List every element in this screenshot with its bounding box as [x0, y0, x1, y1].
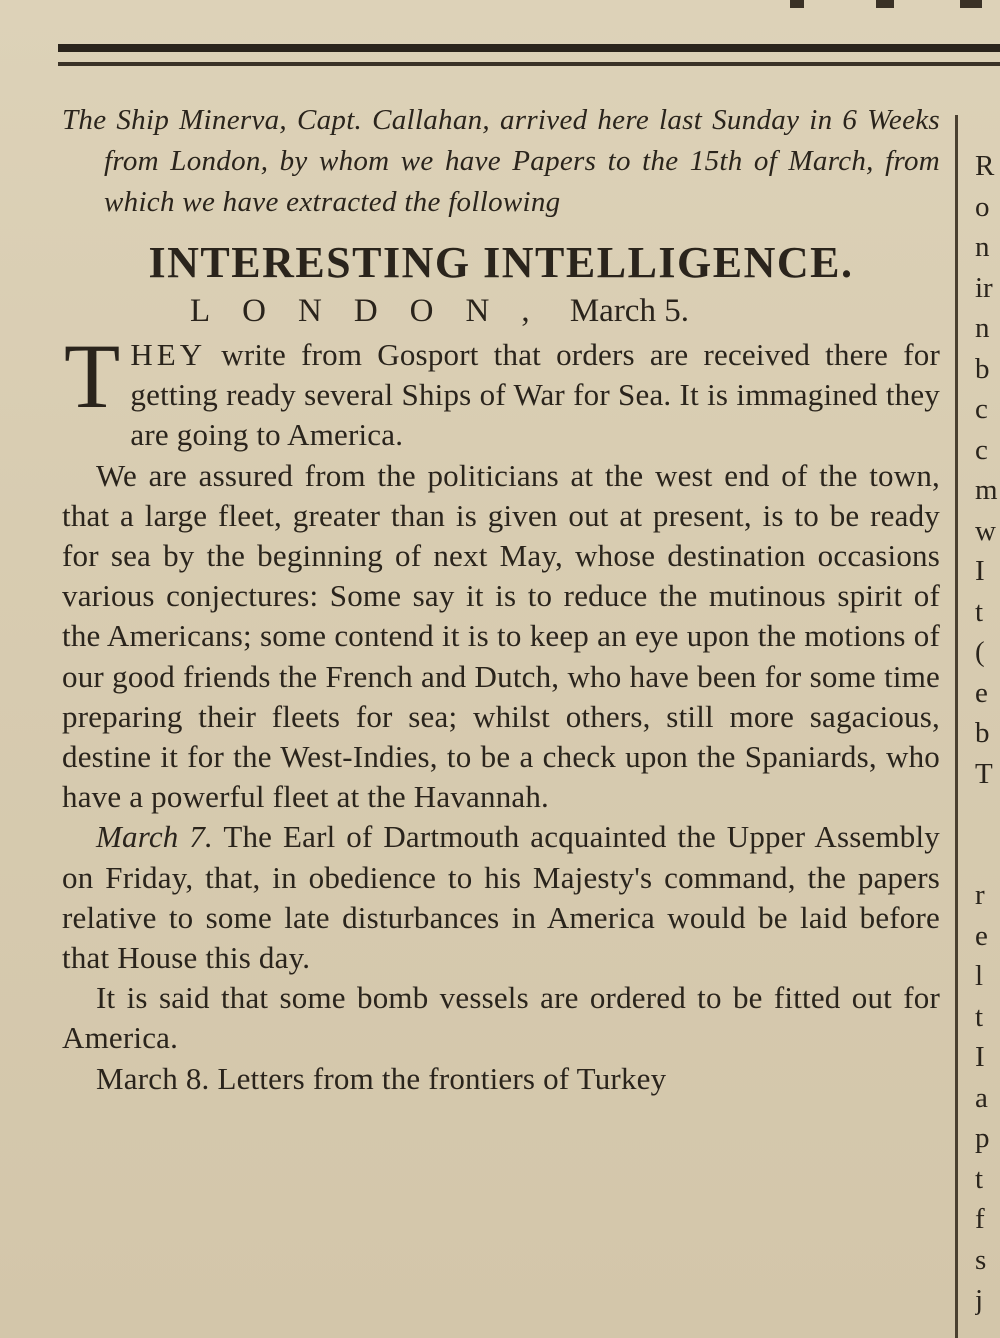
dateline-city: LONDON, — [190, 293, 562, 329]
column-fragment-line: e — [975, 919, 988, 952]
column-fragment-line: a — [975, 1081, 988, 1114]
column-fragment-line: l — [975, 960, 984, 992]
column-fragment-line: I — [975, 555, 985, 587]
paragraph-turkey: March 8. Letters from the frontiers of Turkey — [96, 1060, 667, 1096]
column-fragment-line: s — [975, 1243, 987, 1276]
column-fragment-line: n — [975, 231, 990, 263]
column-fragment-line: o — [975, 190, 990, 223]
dateline-date: March 5. — [569, 293, 689, 329]
column-fragment-line: t — [975, 595, 984, 628]
header-rule-thin — [58, 62, 1000, 66]
adjacent-column-fragment — [975, 146, 1000, 1321]
column-fragment-line: b — [975, 717, 990, 749]
column-fragment-line: R — [975, 150, 995, 182]
column-fragment-line: f — [975, 1203, 985, 1235]
column-fragment-line: n — [975, 312, 990, 344]
paragraph-bomb-vessels: It is said that some bomb vessels are ordered to be fitted out for America. — [62, 980, 940, 1056]
column-fragment-line: b — [975, 352, 990, 385]
drop-cap: T — [64, 325, 121, 427]
column-fragment-line: e — [975, 676, 988, 709]
main-column — [62, 100, 940, 1099]
paragraph-fleet: We are assured from the politicians at the west end of the town, that a large fleet, greater than is given out at present, is to be ready for sea by the beginning of next May, whose destination occasions various conjectures: Some say it is to reduce the mutinous spirit of the Americans; some contend it is to keep an eye upon the motions of our good friends the French and Dutch, who have been for some time preparing their fleets for sea; whilst others, still more sagacious, destine it for the West-Indies, to be a check upon the Spaniards, who have a powerful fleet at the Havannah. — [62, 457, 940, 815]
column-fragment-line: j — [975, 1284, 984, 1316]
column-fragment-line: t — [975, 1000, 984, 1033]
paragraph-cap-word: HEY — [130, 337, 207, 372]
intro-italic: The Ship Minerva, Capt. Callahan, arrived here last Sunday in 6 Weeks from London, by whom we have Papers to the 15th of March, from which we have extracted the following — [62, 104, 940, 218]
paragraph-dartmouth-date: March 7. — [96, 819, 214, 855]
column-fragment-line: p — [975, 1122, 990, 1154]
paragraph-dartmouth-text: The Earl of Dartmouth acquainted the Upper Assembly on Friday, that, in obedience to his Majesty's command, the papers relative to some late disturbances in America would be laid before that House this day. — [62, 819, 940, 976]
column-fragment-line: w — [975, 514, 996, 547]
dateline — [62, 289, 940, 333]
column-fragment-line: T — [975, 757, 993, 790]
column-fragment-line: c — [975, 433, 988, 466]
top-edge-marks — [780, 0, 1000, 10]
column-fragment-line: c — [975, 393, 988, 425]
header-rule-thick — [58, 44, 1000, 52]
paragraph-dartmouth — [62, 817, 940, 978]
column-divider — [955, 115, 958, 1338]
column-fragment-line: t — [975, 1162, 984, 1195]
column-fragment-line: ir — [975, 271, 993, 304]
paragraph-gosport-text: write from Gosport that orders are received there for getting ready several Ships of War for Sea. It is immagined they are going to America. — [130, 337, 940, 453]
column-fragment-line: r — [975, 879, 985, 911]
column-fragment-line — [975, 835, 1000, 876]
column-fragment-line: ( — [975, 636, 985, 668]
column-fragment-line — [975, 794, 1000, 835]
paragraph-gosport — [62, 325, 940, 456]
column-fragment-line: I — [975, 1041, 985, 1073]
column-fragment-line: m — [975, 474, 998, 506]
headline: INTERESTING INTELLIGENCE. — [148, 238, 854, 287]
